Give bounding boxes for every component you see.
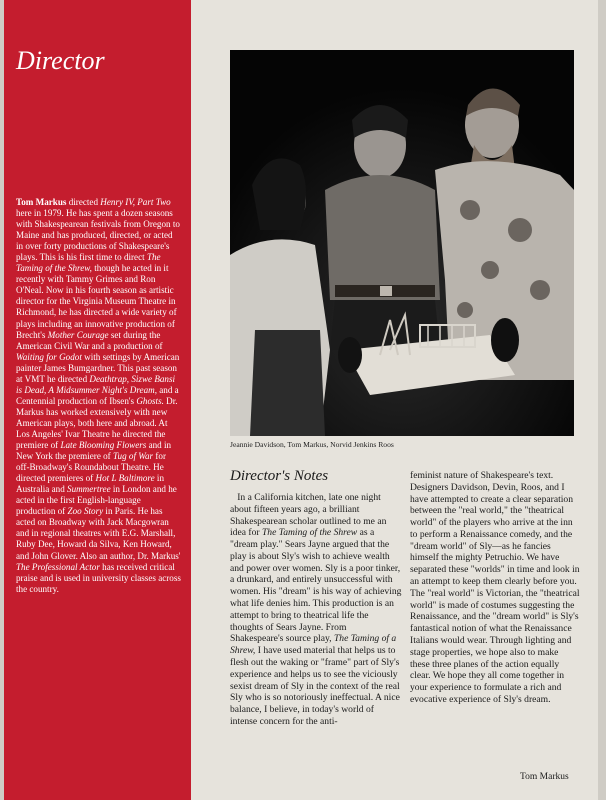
notes-column-left xyxy=(230,492,402,728)
notes-column-right xyxy=(410,470,580,706)
notes-text-left: In a California kitchen, late one night about fifteen years ago, a brilliant Shakespearean scholar outlined to me an idea for The Taming of the Shrew as a "dream play." Sears Jayne argued that the play is about Sly's wish to achieve wealth and power over women. Sly is a poor tinker, a drunkard, and entirely unsuccessful with women. His "dream" is his way of achieving what life denies him. This production is an attempt to bring to theatrical life the thoughts of Sears Jayne. From Shakespeare's source play, The Taming of a Shrew, I have used material that helps us to flesh out the waking or "frame" part of Sly's experience and helps us to see the viciously sexist dream of Sly in the context of the real Sly who is so notoriously ineffectual. A nice balance, I believe, in today's world of intense concern for the anti- xyxy=(230,492,402,727)
notes-title: Director's Notes xyxy=(230,468,329,484)
rehearsal-photo xyxy=(230,50,574,436)
page-edge-right xyxy=(598,0,606,800)
bio-text: Tom Markus directed Henry IV, Part Two here in 1979. He has spent a dozen seasons with Shakespearean festivals from Oregon to Maine and has produced, directed, or acted in over forty productions of Shakespeare's plays. This is his first time to direct The Taming of the Shrew, though he acted in it recently with Tammy Grimes and Ron O'Neal. Now in his fourth season as artistic director for the Virginia Museum Theatre in Richmond, he has directed a wide variety of plays including an innovative production of Brecht's Mother Courage set during the American Civil War and a production of Waiting for Godot with settings by American painter James Bumgardner. This past season at VMT he directed Deathtrap, Sizwe Bansi is Dead, A Midsummer Night's Dream, and a Centennial production of Ibsen's Ghosts. Dr. Markus has worked extensively with new American plays, both here and abroad. At Los Angeles' Ivar Theatre he directed the premiere of Late Blooming Flowers and in New York the premiere of Tug of War for off-Broadway's Roundabout Theatre. He directed premieres of Hot L Baltimore in Australia and Summertree in London and he acted in the first English-language production of Zoo Story in Paris. He has acted on Broadway with Jack Macgowran and in regional theatres with E.G. Marshall, Ruby Dee, Howard da Silva, Ken Howard, and John Glover. Also an author, Dr. Markus' The Professional Actor has received critical praise and is used in university classes across the country. xyxy=(16,197,181,594)
notes-text-right: feminist nature of Shakespeare's text. Designers Davidson, Devin, Roos, and I have attempted to create a clear separation between the "real world," the "theatrical world" of the players who arrive at the inn to perform a Renaissance comedy, and the "dream world" of Sly—as he fancies himself the mighty Petruchio. We have separated these "worlds" in time and look in an attempt to keep them clearly before you. The "real world" is Victorian, the "theatrical world" is made of costumes suggesting the Renaissance, and the "dream world" is Sly's fantastical notion of what the Renaissance Italians would wear. Through lighting and stage properties, we hope also to make these three planes of the action equally clear. We hope they all come together in your experience to formulate a rich and evocative experience of Sly's dream. xyxy=(410,470,580,705)
section-title: Director xyxy=(16,46,105,75)
director-bio xyxy=(16,197,181,595)
notes-signature: Tom Markus xyxy=(520,772,569,782)
photo-illustration xyxy=(230,50,574,436)
photo-caption: Jeannie Davidson, Tom Markus, Norvid Jenkins Roos xyxy=(230,440,394,449)
